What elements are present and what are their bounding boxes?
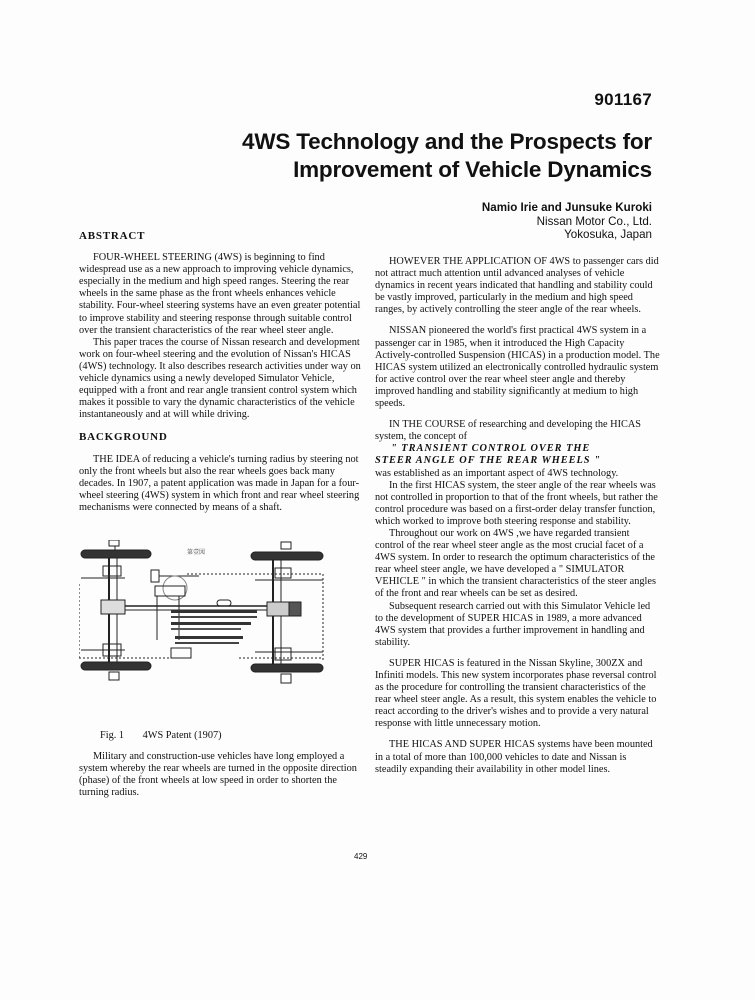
figure-caption-text: 4WS Patent (1907) [142,729,222,741]
paper-number: 901167 [594,90,652,109]
author-block [482,201,652,242]
left-column [79,230,364,799]
abstract-paragraph-2: This paper traces the course of Nissan research and development work on four-wheel steering and the evolution of Nissan's HICAS (4WS) technology. It also describes research activities under way on vehicle dynamics using a newly developed Simulator Vehicle, equipped with a front and rear angle transient control system which makes it possible to vary the dynamic characteristics of the vehicle instantaneously and at will while driving. [79,336,361,421]
svg-text:第壹図: 第壹図 [187,548,206,556]
author-location: Yokosuka, Japan [564,228,652,241]
right-paragraph-2: NISSAN pioneered the world's first practical 4WS system in a passenger car in 1985, when it introduced the High Capacity Actively-controlled Suspension (HICAS) in a production model. The HICAS system utilized an electronically controlled hydraulic system for active control over the rear wheel steer angle and thereby improved handling and stability significantly at medium to high speeds. [375,325,660,410]
author-names: Namio Irie and Junsuke Kuroki [481,201,652,214]
background-paragraph-1: THE IDEA of reducing a vehicle's turning radius by steering not only the front wheels but also the rear wheels goes back many decades. In 1907, a patent application was made in Japan for a four-wheel steering (4WS) system in which front and rear wheel steering mechanisms were connected by means of a shaft. [79,453,360,513]
right-column [375,256,660,776]
figure-1-caption [100,730,364,742]
concept-emphasis-line-1: " TRANSIENT CONTROL OVER THE [391,443,591,455]
abstract-paragraph-1: FOUR-WHEEL STEERING (4WS) is beginning to find widespread use as a new approach to improving vehicle dynamics, especially in the medium and high speed ranges. Steering the rear wheels in the same phase as the front wheels enhances vehicle stability. Four-wheel steering systems have an even greater potential to improve stability and steering response through suitable control over the transient characteristics of the rear wheel steer angle. [79,252,361,336]
abstract-heading: ABSTRACT [79,230,146,242]
chassis-schematic-icon [79,540,361,700]
title-line-2: Improvement of Vehicle Dynamics [293,157,652,182]
right-paragraph-7: SUPER HICAS is featured in the Nissan Skyline, 300ZX and Infiniti models. This new system incorporates phase reversal control as the procedure for controlling the transient characteristics of the rear wheel steer angle. As a result, this system enables the vehicle to react according to the driver's wishes and to provide a very natural response with little unnecessary motion. [375,657,657,730]
right-paragraph-5: Throughout our work on 4WS ,we have regarded transient control of the rear wheel steer angle as the most crucial facet of a 4WS system. In order to research the optimum characteristics of the rear wheel steer angle, we have developed a " SIMULATOR VEHICLE " in which the transient characteristics of the steer angles of the front and rear wheels can be set as desired. [375,527,656,600]
right-paragraph-3 [375,419,660,479]
paper-title [242,128,652,184]
background-paragraph-2: Military and construction-use vehicles have long employed a system whereby the rear wheels are turned in the opposite direction (phase) of the front wheels at low speed in order to shorten the turning radius. [79,751,357,799]
right-paragraph-4: In the first HICAS system, the steer angle of the rear wheels was not controlled in proportion to that of the front wheels, but rather the control procedure was based on a first-order delay transfer function, which worked to improve both steering response and stability. [375,479,658,527]
title-line-1: 4WS Technology and the Prospects for [242,129,652,154]
page-number: 429 [354,852,368,861]
concept-intro: IN THE COURSE of researching and developing the HICAS system, the concept of [375,419,642,443]
right-paragraph-1: HOWEVER THE APPLICATION OF 4WS to passenger cars did not attract much attention until advanced analyses of vehicle dynamics in recent years indicated that handling and stability could be vastly improved, particularly in the medium and high speed ranges, by actively controlling the steer angle of the rear wheels. [375,256,659,316]
background-heading: BACKGROUND [79,431,168,444]
figure-label: Fig. 1 [100,729,125,741]
author-affiliation: Nissan Motor Co., Ltd. [536,214,652,228]
concept-emphasis-line-2: STEER ANGLE OF THE REAR WHEELS " [375,455,601,467]
right-paragraph-8: THE HICAS AND SUPER HICAS systems have been mounted in a total of more than 100,000 vehicles to date and Nissan is steadily expanding their availability in other model lines. [375,739,653,775]
figure-1-patent-drawing [79,540,361,700]
right-paragraph-6: Subsequent research carried out with this Simulator Vehicle led to the development of SUPER HICAS in 1989, a more advanced 4WS system that provides a further improvement in handling and stability. [375,600,651,648]
concept-outro: was established as an important aspect of 4WS technology. [375,467,619,479]
